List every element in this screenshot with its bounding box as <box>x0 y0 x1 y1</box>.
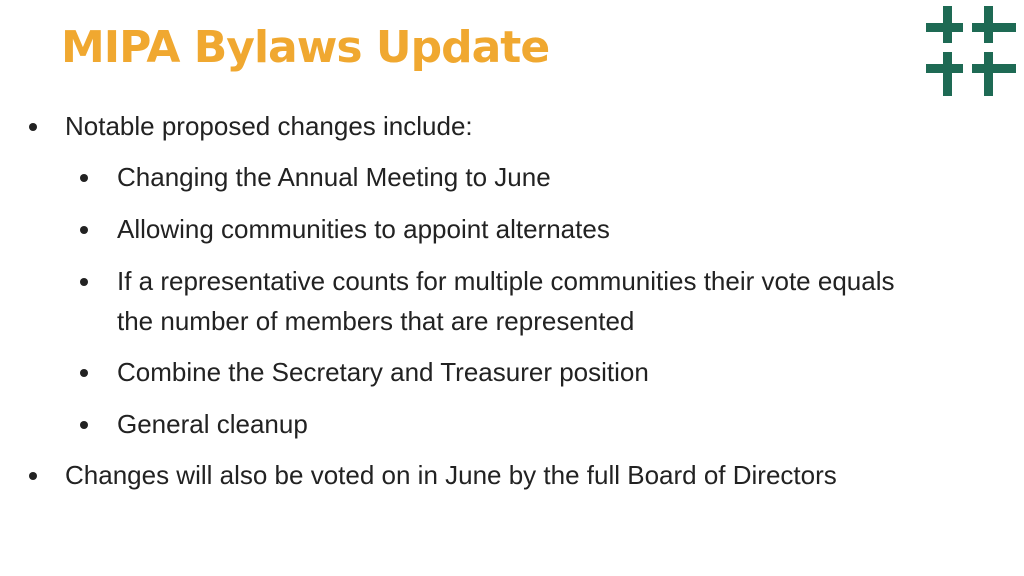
bullet-text: Changes will also be voted on in June by the full Board of Directors <box>65 460 837 490</box>
bullet-text-line-2: the number of members that are represented <box>117 306 635 336</box>
sub-bullet-item <box>117 404 308 444</box>
bullet-text: General cleanup <box>117 409 308 439</box>
sub-bullet-item <box>117 352 649 392</box>
hash-grid-logo-icon <box>926 6 1016 96</box>
bullet-text: Notable proposed changes include: <box>65 111 473 141</box>
slide-title: MIPA Bylaws Update <box>61 22 550 73</box>
bullet-text: Allowing communities to appoint alternates <box>117 214 610 244</box>
sub-bullet-item <box>117 157 551 197</box>
sub-bullet-item <box>117 261 895 341</box>
bullet-icon <box>80 369 88 377</box>
bullet-icon <box>80 278 88 286</box>
bullet-text: Combine the Secretary and Treasurer position <box>117 357 649 387</box>
sub-bullet-item <box>117 209 610 249</box>
bullet-icon <box>29 123 37 131</box>
bullet-icon <box>29 472 37 480</box>
bullet-item <box>65 455 837 495</box>
bullet-icon <box>80 421 88 429</box>
bullet-text: Changing the Annual Meeting to June <box>117 162 551 192</box>
bullet-icon <box>80 226 88 234</box>
bullet-item <box>65 106 473 146</box>
bullet-text-line-1: If a representative counts for multiple communities their vote equals <box>117 266 895 296</box>
bullet-icon <box>80 174 88 182</box>
